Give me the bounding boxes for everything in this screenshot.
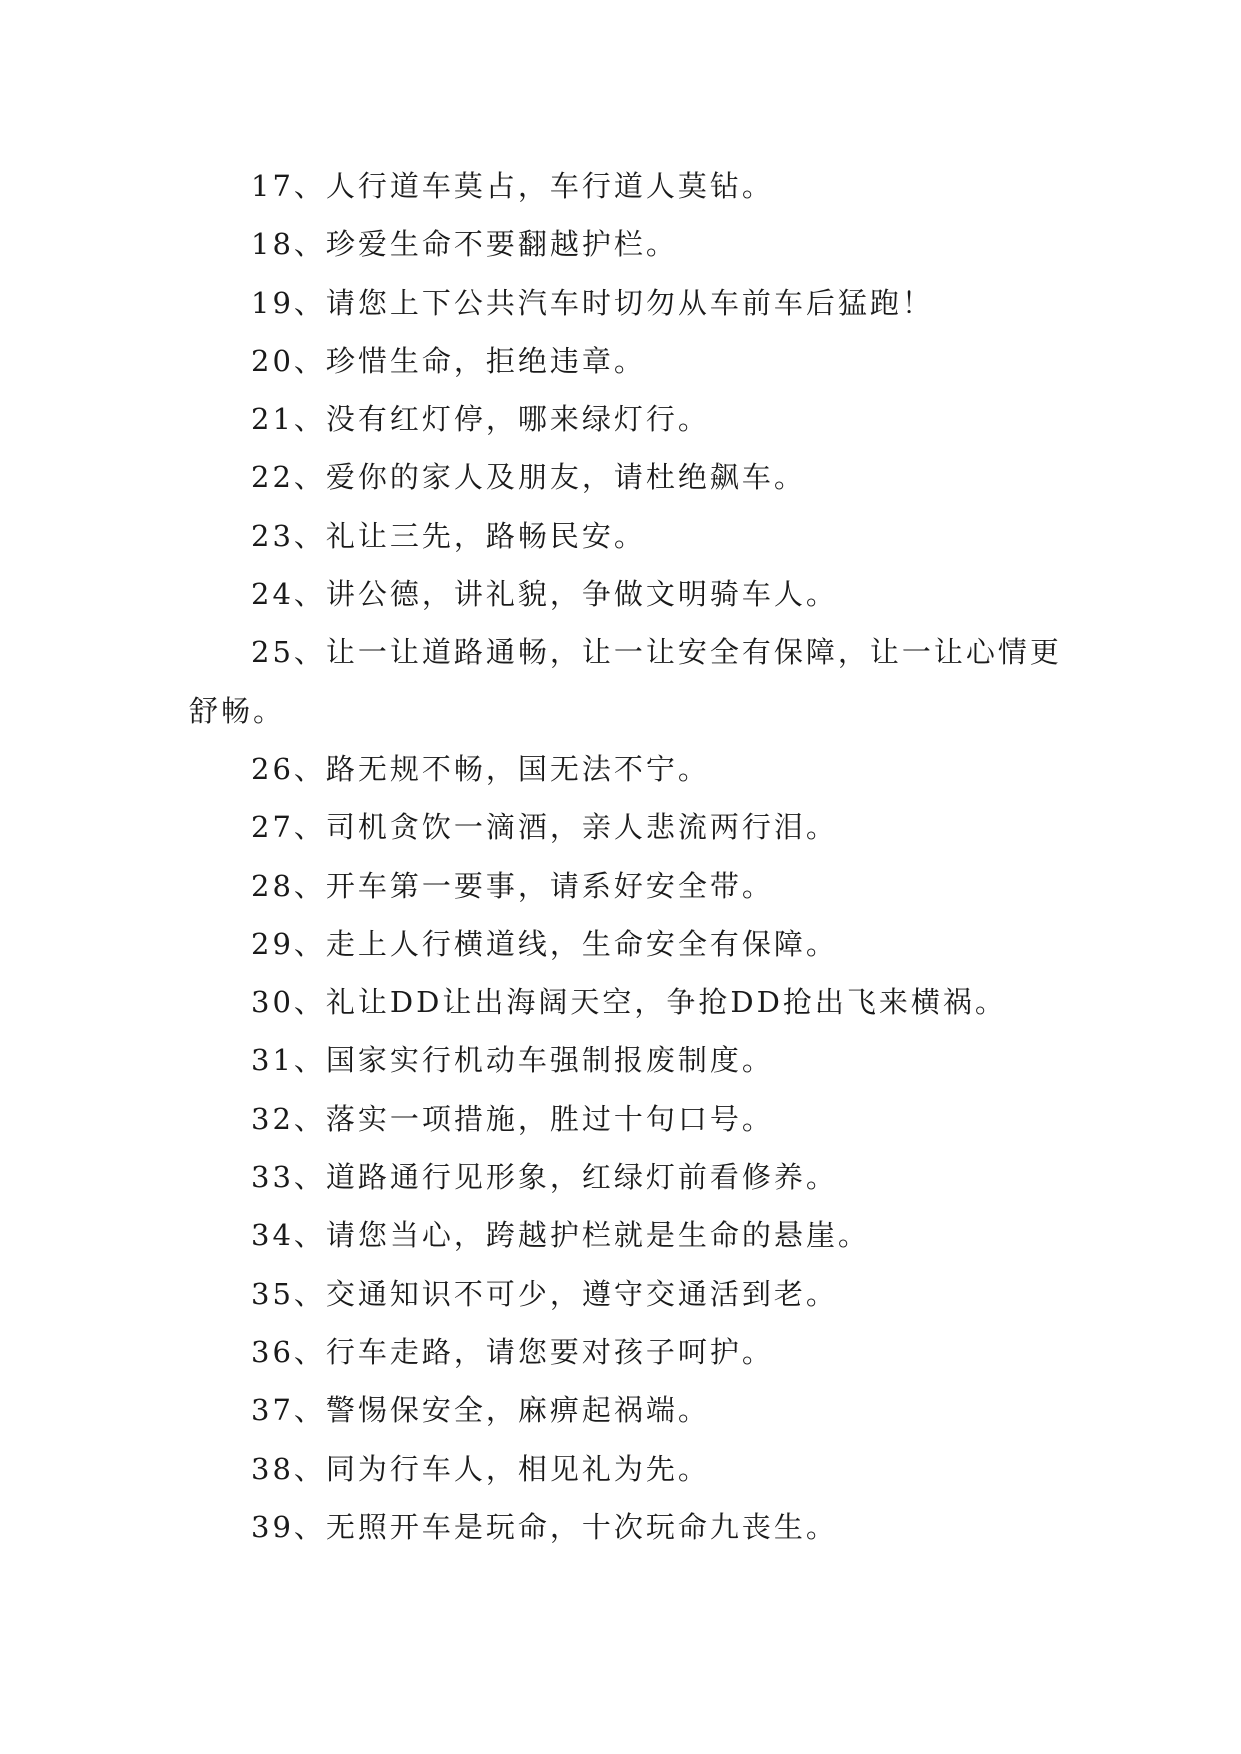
slogan-item-32: 32、落实一项措施，胜过十句口号。 — [251, 1101, 774, 1136]
slogan-item-18: 18、珍爱生命不要翻越护栏。 — [251, 227, 678, 262]
slogan-item-22: 22、爱你的家人及朋友，请杜绝飙车。 — [251, 460, 806, 495]
slogan-item-39: 39、无照开车是玩命，十次玩命九丧生。 — [251, 1509, 838, 1544]
slogan-item-31: 31、国家实行机动车强制报废制度。 — [251, 1043, 774, 1078]
slogan-item-20: 20、珍惜生命，拒绝违章。 — [251, 343, 646, 378]
slogan-item-27: 27、司机贪饮一滴酒，亲人悲流两行泪。 — [251, 810, 838, 845]
slogan-item-23: 23、礼让三先，路畅民安。 — [251, 518, 646, 553]
slogan-item-25: 25、让一让道路通畅，让一让安全有保障，让一让心情更舒畅。 — [189, 635, 1062, 728]
slogan-item-30: 30、礼让DD让出海阔天空，争抢DD抢出飞来横祸。 — [251, 985, 1007, 1020]
slogan-item-19: 19、请您上下公共汽车时切勿从车前车后猛跑！ — [251, 285, 934, 320]
slogan-item-35: 35、交通知识不可少，遵守交通活到老。 — [251, 1276, 838, 1311]
slogan-item-17: 17、人行道车莫占，车行道人莫钻。 — [251, 169, 774, 203]
slogan-item-37: 37、警惕保安全，麻痹起祸端。 — [251, 1393, 710, 1428]
slogan-item-24: 24、讲公德，讲礼貌，争做文明骑车人。 — [251, 577, 838, 612]
slogan-list — [189, 157, 1069, 1556]
slogan-item-28: 28、开车第一要事，请系好安全带。 — [251, 868, 774, 903]
slogan-item-29: 29、走上人行横道线，生命安全有保障。 — [251, 926, 838, 961]
slogan-item-36: 36、行车走路，请您要对孩子呵护。 — [251, 1334, 774, 1369]
slogan-item-34: 34、请您当心，跨越护栏就是生命的悬崖。 — [251, 1218, 870, 1253]
slogan-item-33: 33、道路通行见形象，红绿灯前看修养。 — [251, 1160, 838, 1195]
slogan-item-26: 26、路无规不畅，国无法不宁。 — [251, 751, 710, 786]
slogan-item-21: 21、没有红灯停，哪来绿灯行。 — [251, 402, 710, 437]
slogan-item-38: 38、同为行车人，相见礼为先。 — [251, 1451, 710, 1486]
